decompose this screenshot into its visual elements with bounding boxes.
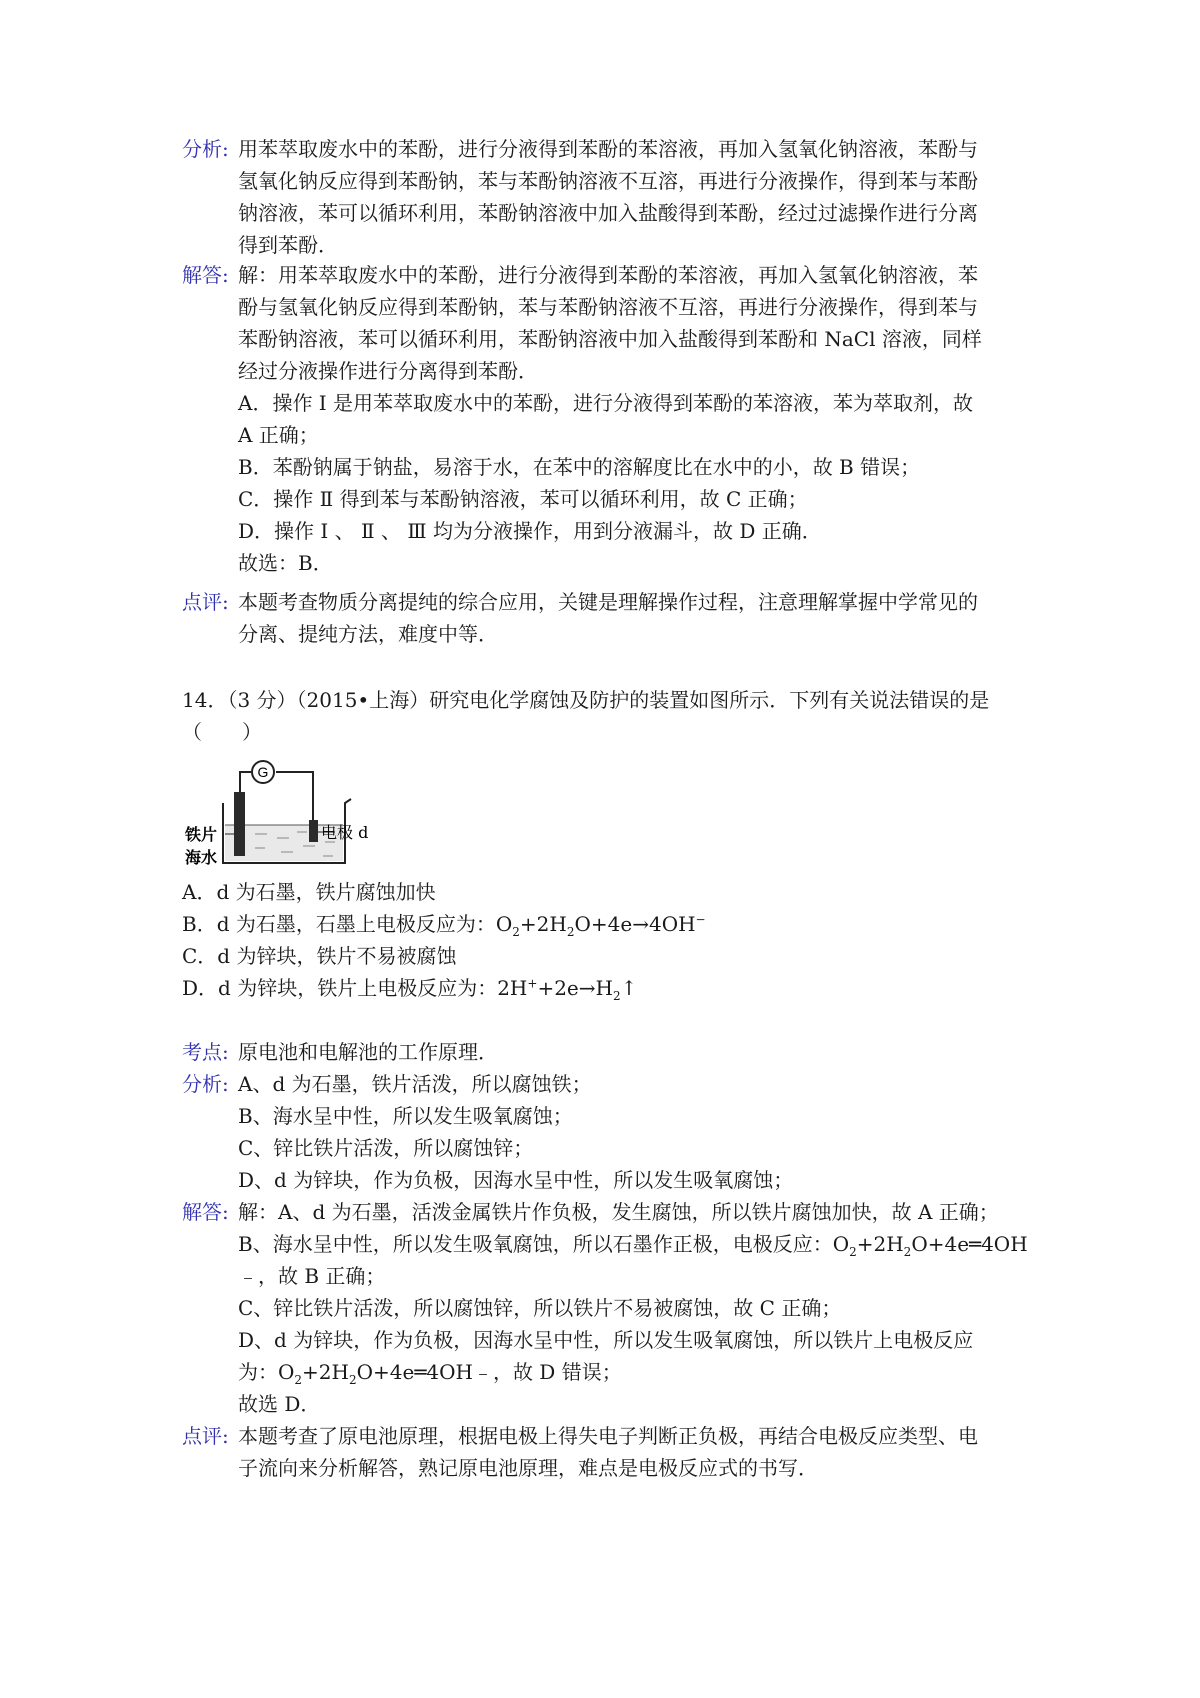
text-line: 钠溶液，苯可以循环利用，苯酚钠溶液中加入盐酸得到苯酚，经过过滤操作进行分离 <box>238 201 978 225</box>
label-iron-sheet: 铁片 <box>185 825 218 844</box>
point-section <box>182 1036 1022 1068</box>
text-line: D、d 为锌块，作为负极，因海水呈中性，所以发生吸氧腐蚀； <box>238 1168 794 1192</box>
text-line: C、锌比铁片活泼，所以腐蚀锌； <box>238 1136 534 1160</box>
galvanometer-label: G <box>257 764 269 780</box>
point-tag: 考点: <box>182 1040 229 1064</box>
text-line: C、锌比铁片活泼，所以腐蚀锌，所以铁片不易被腐蚀，故 C 正确； <box>238 1296 842 1320</box>
comment-tag: 点评: <box>182 590 229 614</box>
text-line: 本题考查物质分离提纯的综合应用，关键是理解操作过程，注意理解掌握中学常见的 <box>238 590 978 614</box>
text-line: D．操作 Ⅰ 、 Ⅱ 、 Ⅲ 均为分液操作，用到分液漏斗，故 D 正确． <box>238 519 822 543</box>
text-line: 故选：B． <box>238 551 333 575</box>
text-line: ﹣，故 B 正确； <box>238 1264 386 1288</box>
comment-tag: 点评: <box>182 1424 229 1448</box>
text-line: 用苯萃取废水中的苯酚，进行分液得到苯酚的苯溶液，再加入氢氧化钠溶液，苯酚与 <box>238 137 978 161</box>
text-line: D、d 为锌块，作为负极，因海水呈中性，所以发生吸氧腐蚀，所以铁片上电极反应 <box>238 1328 974 1352</box>
text-line: 子流向来分析解答，熟记原电池原理，难点是电极反应式的书写． <box>238 1456 818 1480</box>
analysis-tag: 分析: <box>182 137 229 161</box>
text-line: C．操作 Ⅱ 得到苯与苯酚钠溶液，苯可以循环利用，故 C 正确； <box>238 487 808 511</box>
text-line: 本题考查了原电池原理，根据电极上得失电子判断正负极，再结合电极反应类型、电 <box>238 1424 978 1448</box>
text-line: 苯酚钠溶液，苯可以循环利用，苯酚钠溶液中加入盐酸得到苯酚和 NaCl 溶液，同样 <box>238 327 982 351</box>
text-line: B、海水呈中性，所以发生吸氧腐蚀； <box>238 1104 573 1128</box>
option-b: B．d 为石墨，石墨上电极反应为：$O_2+2H_2O+4e\to 4OH^-$ <box>182 912 706 939</box>
text-line: B．苯酚钠属于钠盐，易溶于水，在苯中的溶解度比在水中的小，故 B 错误； <box>238 455 921 479</box>
apparatus-figure <box>185 750 380 872</box>
electrode-d <box>309 820 318 842</box>
text-line: 解：A、d 为石墨，活泼金属铁片作负极，发生腐蚀，所以铁片腐蚀加快，故 A 正确； <box>238 1200 999 1224</box>
answer-tag: 解答: <box>182 1200 229 1224</box>
label-seawater: 海水 <box>185 848 218 867</box>
prev-answer-section <box>182 259 1022 579</box>
options-list <box>182 876 1042 1004</box>
prev-comment-section <box>182 586 1022 650</box>
label-electrode-d: 电极 d <box>321 823 369 842</box>
comment-section <box>182 1420 1022 1484</box>
question-blank: （ ） <box>182 720 262 744</box>
text-line: 酚与氢氧化钠反应得到苯酚钠，苯与苯酚钠溶液不互溶，再进行分液操作，得到苯与 <box>238 295 978 319</box>
option-c: C．d 为锌块，铁片不易被腐蚀 <box>182 944 457 968</box>
text-line: 解：用苯萃取废水中的苯酚，进行分液得到苯酚的苯溶液，再加入氢氧化钠溶液，苯 <box>238 263 978 287</box>
question-stem: 14．（3 分）（2015•上海）研究电化学腐蚀及防护的装置如图所示．下列有关说法错误的是 <box>182 688 990 712</box>
text-line: 得到苯酚． <box>238 233 338 257</box>
text-line: 原电池和电解池的工作原理． <box>238 1040 498 1064</box>
question-14 <box>182 684 1042 748</box>
text-line: 为：$O_2+2H_2O+4e═4OH﹣$，故 D 错误； <box>238 1360 622 1387</box>
option-a: A．d 为石墨，铁片腐蚀加快 <box>182 880 436 904</box>
text-line: 故选 D． <box>238 1392 321 1416</box>
iron-sheet <box>234 792 245 856</box>
answer-tag: 解答: <box>182 263 229 287</box>
prev-analysis-section <box>182 133 1022 261</box>
text-line: 经过分液操作进行分离得到苯酚． <box>238 359 538 383</box>
text-line: 分离、提纯方法，难度中等． <box>238 622 498 646</box>
analysis-tag: 分析: <box>182 1072 229 1096</box>
text-line: A 正确； <box>238 423 319 447</box>
text-line: 氢氧化钠反应得到苯酚钠，苯与苯酚钠溶液不互溶，再进行分液操作，得到苯与苯酚 <box>238 169 978 193</box>
text-line: A、d 为石墨，铁片活泼，所以腐蚀铁； <box>238 1072 592 1096</box>
answer-section <box>182 1196 1028 1420</box>
analysis-section <box>182 1068 1022 1196</box>
text-line: A．操作 I 是用苯萃取废水中的苯酚，进行分液得到苯酚的苯溶液，苯为萃取剂，故 <box>238 391 974 415</box>
text-line: B、海水呈中性，所以发生吸氧腐蚀，所以石墨作正极，电极反应：$O_2+2H_2O+4e═4OH$ <box>238 1232 1028 1259</box>
option-d: D．d 为锌块，铁片上电极反应为：$2H^++2e\to H_2↑$ <box>182 976 638 1003</box>
